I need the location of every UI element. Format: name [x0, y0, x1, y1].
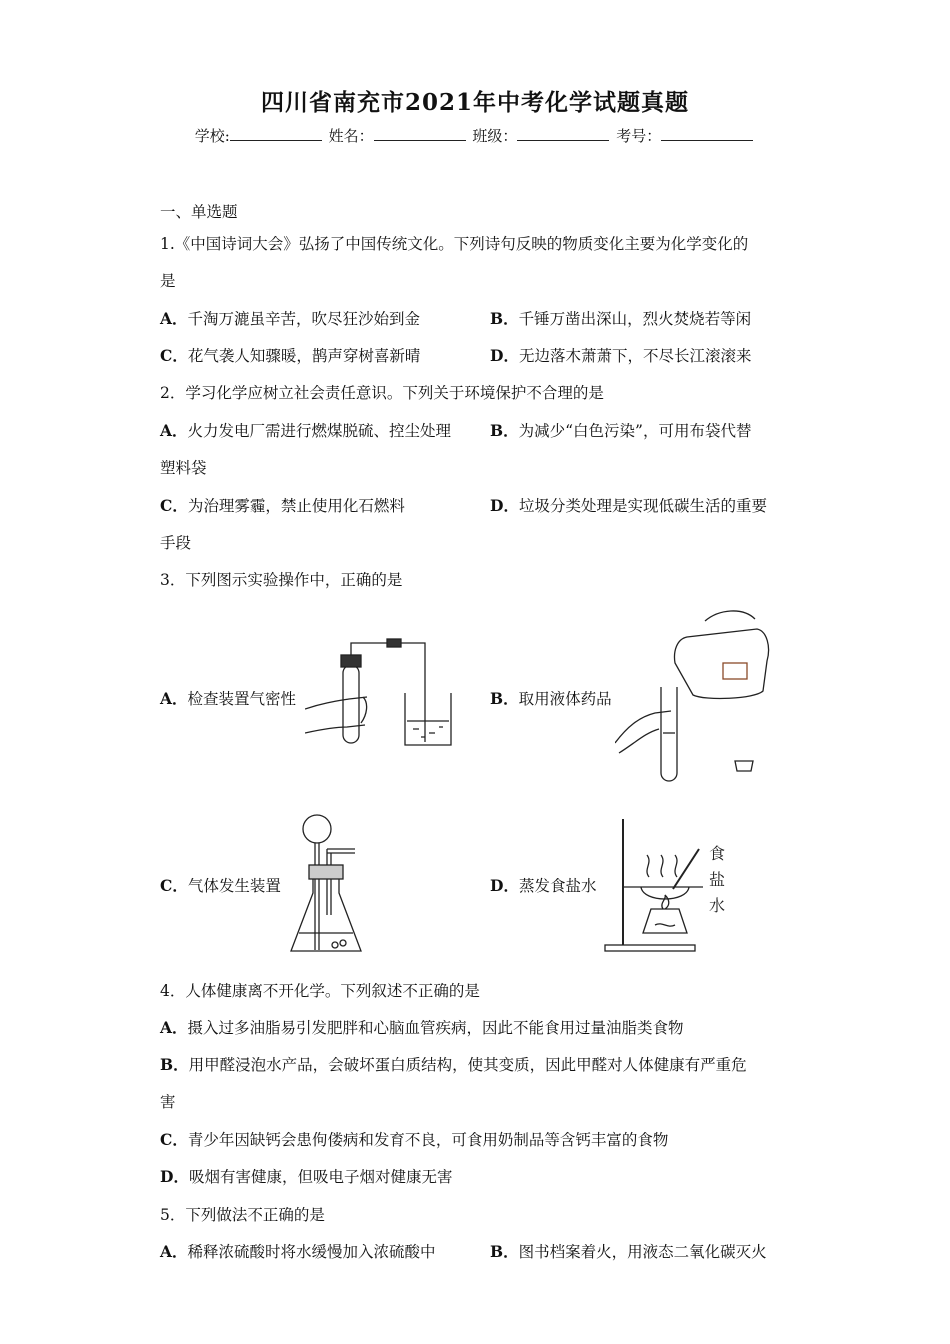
fig-label-1: 食: [709, 844, 726, 863]
q1-option-d: D．无边落木萧萧下，不尽长江滚滚来: [490, 346, 752, 365]
flame: [662, 895, 669, 909]
conical-flask: [291, 879, 361, 951]
name-blank[interactable]: [374, 126, 466, 141]
bottle-label: [723, 663, 747, 679]
school-blank[interactable]: [230, 126, 322, 141]
gas-outlet-tube: [327, 849, 355, 915]
q1-stem-cont: 是: [160, 272, 176, 290]
q3-option-c: C．气体发生装置: [160, 876, 281, 895]
holding-hand: [615, 711, 671, 753]
q4-option-b-cont: 害: [160, 1093, 176, 1111]
receiving-test-tube: [661, 687, 677, 781]
q4-option-b: B．用甲醛浸泡水产品，会破坏蛋白质结构，使其变质，因此甲醛对人体健康有严重危: [160, 1055, 747, 1074]
student-info-line: [0, 125, 950, 146]
pouring-hand: [705, 611, 755, 621]
q2-option-b: B．为减少“白色污染”，可用布袋代替: [490, 421, 752, 440]
section-heading: 一、单选题: [160, 203, 238, 221]
q5-option-a: A．稀释浓硫酸时将水缓慢加入浓硫酸中: [160, 1242, 436, 1261]
q3-option-d: D．蒸发食盐水: [490, 876, 597, 895]
gas-generator-figure: [283, 805, 378, 960]
glass-rod: [673, 849, 699, 889]
q3-stem: 3．下列图示实验操作中，正确的是: [160, 571, 403, 589]
iron-stand-base: [605, 945, 695, 951]
liquid-pouring-figure: [615, 603, 775, 783]
exam-no-label: 考号：: [616, 127, 662, 145]
q2-option-b-cont: 塑料袋: [160, 459, 207, 477]
bottle-stopper: [735, 761, 753, 771]
q2-option-c: C．为治理雾霾，禁止使用化石燃料: [160, 496, 405, 515]
hand: [305, 697, 367, 733]
q4-stem: 4．人体健康离不开化学。下列叙述不正确的是: [160, 982, 480, 1000]
q2-option-a: A．火力发电厂需进行燃煤脱硫、控尘处理: [160, 421, 452, 440]
q4-option-a: A．摄入过多油脂易引发肥胖和心脑血管疾病，因此不能食用过量油脂类食物: [160, 1018, 684, 1037]
airtightness-check-figure: [305, 637, 465, 749]
reagent-bottle: [675, 629, 769, 698]
class-blank[interactable]: [517, 126, 609, 141]
test-tube: [343, 665, 359, 743]
delivery-tube: [351, 643, 425, 742]
q5-stem: 5．下列做法不正确的是: [160, 1206, 325, 1224]
funnel-bulb: [303, 815, 331, 843]
beaker: [405, 693, 451, 745]
q1-option-c: C．花气袭人知骤暖，鹊声穿树喜新晴: [160, 346, 421, 365]
q5-option-b: B．图书档案着火，用液态二氧化碳灭火: [490, 1242, 767, 1261]
q3-option-b: B．取用液体药品: [490, 689, 612, 708]
steam: [647, 855, 677, 877]
q2-stem: 2．学习化学应树立社会责任意识。下列关于环境保护不合理的是: [160, 384, 604, 402]
fig-label-3: 水: [709, 896, 726, 915]
school-label: 学校:: [194, 127, 230, 145]
q1-option-a: A．千淘万漉虽辛苦，吹尽狂沙始到金: [160, 309, 421, 328]
alcohol-lamp: [643, 909, 687, 933]
rubber-stopper: [341, 655, 361, 667]
q2-option-d: D．垃圾分类处理是实现低碳生活的重要: [490, 496, 767, 515]
q1-option-b: B．千锤万凿出深山，烈火焚烧若等闲: [490, 309, 752, 328]
evaporation-figure: [603, 815, 733, 955]
fig-label-2: 盐: [709, 870, 726, 889]
q2-option-d-cont: 手段: [160, 534, 192, 552]
q3-option-a: A．检查装置气密性: [160, 689, 297, 708]
name-label: 姓名：: [328, 127, 374, 145]
q4-option-d: D．吸烟有害健康，但吸电子烟对健康无害: [160, 1167, 453, 1186]
tube-connector: [387, 639, 401, 647]
q1-stem: 1.《中国诗词大会》弘扬了中国传统文化。下列诗句反映的物质变化主要为化学变化的: [160, 235, 749, 253]
flask-stopper: [309, 865, 343, 879]
q4-option-c: C．青少年因缺钙会患佝偻病和发育不良，可食用奶制品等含钙丰富的食物: [160, 1130, 669, 1149]
exam-no-blank[interactable]: [661, 126, 753, 141]
page-title: 四川省南充市2021年中考化学试题真题: [260, 89, 689, 116]
class-label: 班级：: [472, 127, 518, 145]
